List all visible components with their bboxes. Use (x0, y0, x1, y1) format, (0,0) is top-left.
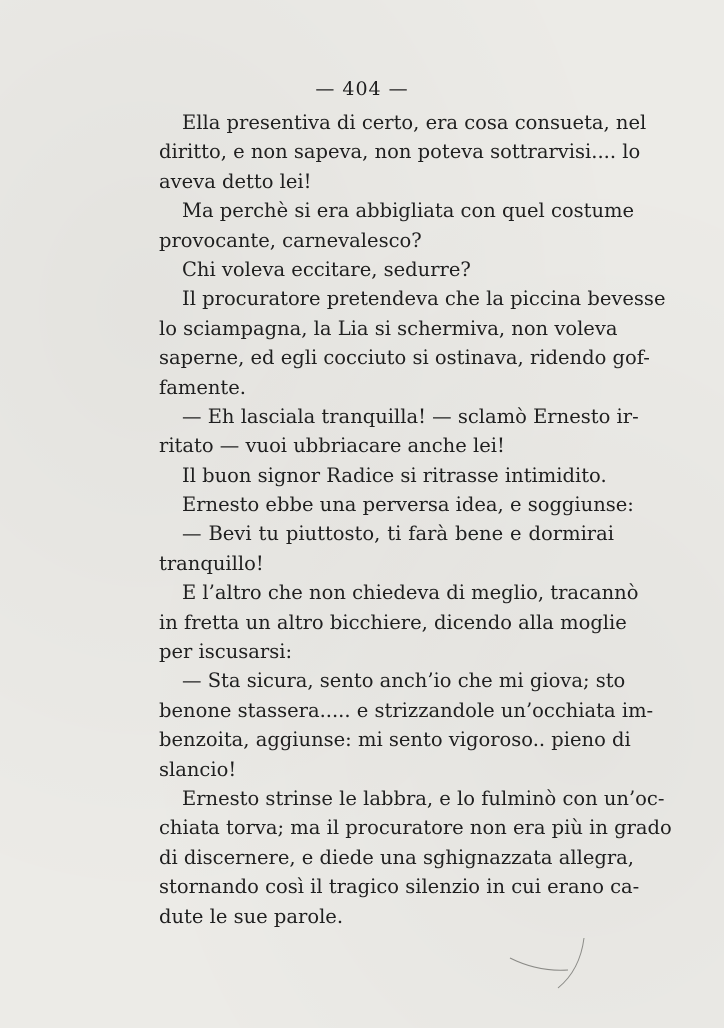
text-line: provocante, carnevalesco? (159, 228, 422, 252)
pencil-mark (498, 930, 598, 1000)
text-line: aveva detto lei! (159, 169, 312, 193)
text-line: Il buon signor Radice si ritrasse intimidito. (182, 463, 607, 487)
text-line: di discernere, e diede una sghignazzata allegra, (159, 845, 634, 869)
text-line: in fretta un altro bicchiere, dicendo alla moglie (159, 610, 627, 634)
text-line: per iscusarsi: (159, 640, 293, 664)
text-line: benone stassera..... e strizzandole un’occhiata im- (159, 698, 654, 722)
text-line: — Bevi tu piuttosto, ti farà bene e dormirai (182, 522, 614, 546)
text-line: dute le sue parole. (159, 904, 344, 928)
text-line: — Sta sicura, sento anch’io che mi giova; sto (182, 669, 626, 693)
text-line: Ella presentiva di certo, era cosa consueta, nel (182, 111, 647, 134)
text-line: Ernesto strinse le labbra, e lo fulminò con un’oc- (182, 786, 665, 810)
text-line: tranquillo! (159, 551, 264, 575)
text-line: Ma perchè si era abbigliata con quel costume (182, 199, 635, 223)
text-line: famente. (159, 375, 247, 399)
text-line: saperne, ed egli cocciuto si ostinava, ridendo gof- (159, 346, 650, 370)
text-line: Il procuratore pretendeva che la piccina bevesse (182, 287, 666, 311)
text-line: — Eh lasciala tranquilla! — sclamò Ernesto ir- (182, 404, 639, 428)
text-line: ritato — vuoi ubbriacare anche lei! (159, 434, 505, 458)
text-line: slancio! (159, 757, 237, 781)
text-line: diritto, e non sapeva, non poteva sottrarvisi.... lo (159, 140, 641, 164)
body-text (159, 108, 672, 931)
text-line: E l’altro che non chiedeva di meglio, tracannò (182, 581, 639, 605)
text-line: chiata torva; ma il procuratore non era più in grado (159, 816, 672, 840)
page-number: — 404 — (315, 78, 409, 100)
text-line: benzoita, aggiunse: mi sento vigoroso.. pieno di (159, 728, 631, 752)
text-line: Ernesto ebbe una perversa idea, e soggiunse: (182, 493, 634, 517)
text-line: lo sciampagna, la Lia si schermiva, non voleva (159, 316, 618, 340)
text-line: stornando così il tragico silenzio in cui erano ca- (159, 875, 640, 899)
text-line: Chi voleva eccitare, sedurre? (182, 257, 471, 281)
